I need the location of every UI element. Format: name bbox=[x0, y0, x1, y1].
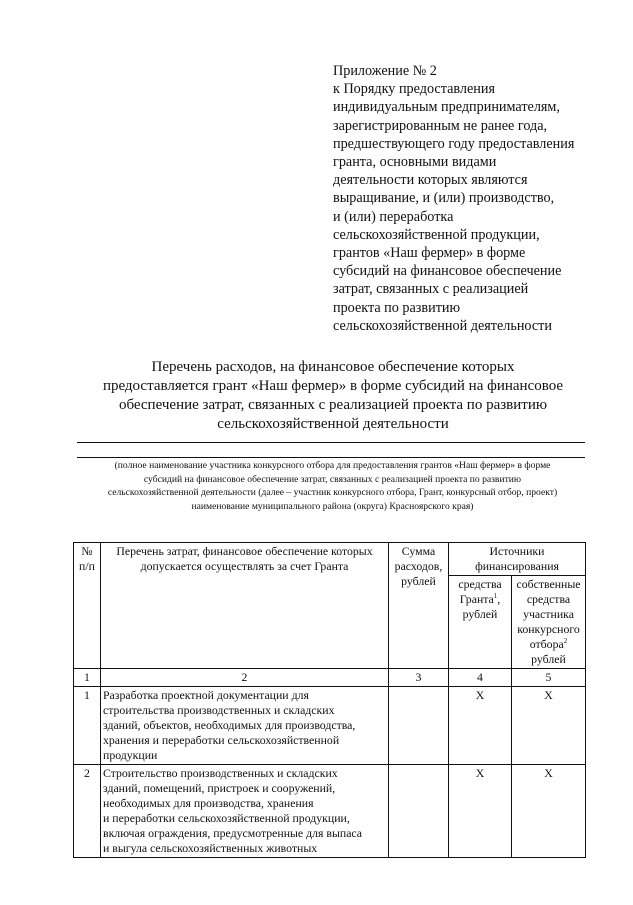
appendix-line: и (или) переработка bbox=[333, 208, 454, 225]
appendix-line: выращивание, и (или) производство, bbox=[333, 190, 555, 207]
row-number: 1 bbox=[74, 687, 101, 765]
row-grant-mark: Х bbox=[449, 687, 512, 765]
caption-line: (полное наименование участника конкурсного отбора для предоставления грантов «Наш фермер» в форме bbox=[114, 460, 551, 471]
row-description-line: включая ограждения, предусмотренные для выпаса bbox=[103, 826, 363, 840]
row-grant-mark: Х bbox=[449, 765, 512, 858]
header-number bbox=[74, 543, 101, 669]
header-sum bbox=[389, 543, 449, 669]
appendix-line: Приложение № 2 bbox=[333, 63, 437, 79]
column-number: 2 bbox=[101, 669, 389, 687]
appendix-block bbox=[333, 62, 613, 335]
appendix-line: индивидуальным предпринимателям, bbox=[333, 99, 560, 116]
title-line: Перечень расходов, на финансовое обеспечение которых bbox=[151, 359, 515, 375]
appendix-line: гранта, основными видами bbox=[333, 154, 497, 171]
header-own-line: средства bbox=[526, 592, 571, 606]
title-line: сельскохозяйственной деятельности bbox=[217, 416, 449, 432]
row-description-line: хранения и переработки сельскохозяйственной bbox=[103, 733, 340, 747]
header-grant-word: Гранта bbox=[459, 592, 494, 606]
footnote-mark-2: 2 bbox=[563, 637, 568, 646]
appendix-line: предшествующего году предоставления bbox=[333, 135, 575, 152]
header-grant-line bbox=[451, 592, 509, 607]
row-description-line: Разработка проектной документации для bbox=[103, 688, 309, 702]
header-sources-line: финансирования bbox=[475, 559, 559, 573]
header-cost-list bbox=[101, 543, 389, 669]
row-sum bbox=[389, 687, 449, 765]
appendix-line: к Порядку предоставления bbox=[333, 81, 495, 98]
row-description-line: зданий, объектов, необходимых для производства, bbox=[103, 718, 356, 732]
header-own-funds bbox=[512, 576, 586, 669]
header-number-line: п/п bbox=[79, 559, 95, 573]
column-number-row bbox=[74, 669, 586, 687]
title-line: обеспечение затрат, связанных с реализацией проекта по развитию bbox=[118, 397, 548, 413]
caption-line: субсидий на финансовое обеспечение затрат, связанных с реализацией проекта по развитию bbox=[143, 473, 522, 485]
row-description-line: строительства производственных и складских bbox=[103, 703, 335, 717]
footnote-mark-1: 1 bbox=[493, 592, 498, 601]
row-description-line: и выгула сельскохозяйственных животных bbox=[103, 841, 318, 855]
header-own-line: собственные bbox=[516, 577, 581, 591]
column-number: 5 bbox=[512, 669, 586, 687]
header-sum-line: Сумма bbox=[401, 544, 436, 558]
row-description-line: и переработки сельскохозяйственной продукции, bbox=[103, 811, 350, 825]
fill-in-caption bbox=[70, 459, 595, 513]
header-number-line: № bbox=[81, 544, 93, 558]
header-grant-line: средства bbox=[458, 577, 502, 591]
costs-table bbox=[73, 542, 586, 858]
appendix-line: сельскохозяйственной деятельности bbox=[333, 317, 552, 334]
appendix-line: зарегистрированным не ранее года, bbox=[333, 117, 548, 134]
header-sum-line: рублей bbox=[401, 574, 436, 588]
caption-line: наименование муниципального района (округа) Красноярского края) bbox=[191, 500, 474, 512]
header-cost-list-line: допускается осуществлять за счет Гранта bbox=[140, 559, 349, 573]
header-own-line: рублей bbox=[531, 652, 566, 666]
table-row bbox=[74, 765, 586, 858]
appendix-line: сельскохозяйственной продукции, bbox=[333, 226, 540, 243]
row-sum bbox=[389, 765, 449, 858]
row-description-line: продукции bbox=[103, 748, 158, 762]
fill-in-line-1 bbox=[77, 442, 585, 443]
row-description-line: зданий, помещений, пристроек и сооружений, bbox=[103, 781, 336, 795]
column-number: 3 bbox=[389, 669, 449, 687]
table-row bbox=[74, 687, 586, 765]
caption-line: сельскохозяйственной деятельности (далее – участник конкурсного отбора, Грант, конкурсный отбор, проект) bbox=[107, 487, 558, 499]
header-grant-comma: , bbox=[497, 592, 501, 606]
header-sources bbox=[449, 543, 586, 576]
header-own-line: конкурсного bbox=[517, 622, 580, 636]
row-number: 2 bbox=[74, 765, 101, 858]
column-number: 4 bbox=[449, 669, 512, 687]
table-header-row bbox=[74, 543, 586, 576]
header-own-line: участника bbox=[523, 607, 574, 621]
appendix-line: грантов «Наш фермер» в форме bbox=[333, 245, 526, 262]
row-description bbox=[101, 765, 389, 858]
row-own-mark: Х bbox=[512, 687, 586, 765]
column-number: 1 bbox=[74, 669, 101, 687]
header-grant-funds bbox=[449, 576, 512, 669]
row-description-line: необходимых для производства, хранения bbox=[103, 796, 314, 810]
header-own-word: отбора bbox=[529, 637, 564, 651]
fill-in-line-2 bbox=[77, 457, 585, 458]
header-cost-list-line: Перечень затрат, финансовое обеспечение которых bbox=[116, 544, 373, 558]
title-line: предоставляется грант «Наш фермер» в форме субсидий на финансовое bbox=[102, 378, 564, 394]
header-own-line bbox=[514, 637, 583, 652]
row-description-line: Строительство производственных и складских bbox=[103, 766, 338, 780]
document-title bbox=[60, 358, 606, 434]
header-grant-line: рублей bbox=[462, 607, 498, 621]
header-sum-line: расходов, bbox=[394, 559, 443, 573]
appendix-line: деятельности которых являются bbox=[333, 172, 528, 189]
header-sources-line: Источники bbox=[489, 544, 545, 558]
appendix-line: проекта по развитию bbox=[333, 299, 461, 316]
row-own-mark: Х bbox=[512, 765, 586, 858]
appendix-line: затрат, связанных с реализацией bbox=[333, 281, 529, 298]
appendix-line: субсидий на финансовое обеспечение bbox=[333, 263, 562, 280]
row-description bbox=[101, 687, 389, 765]
